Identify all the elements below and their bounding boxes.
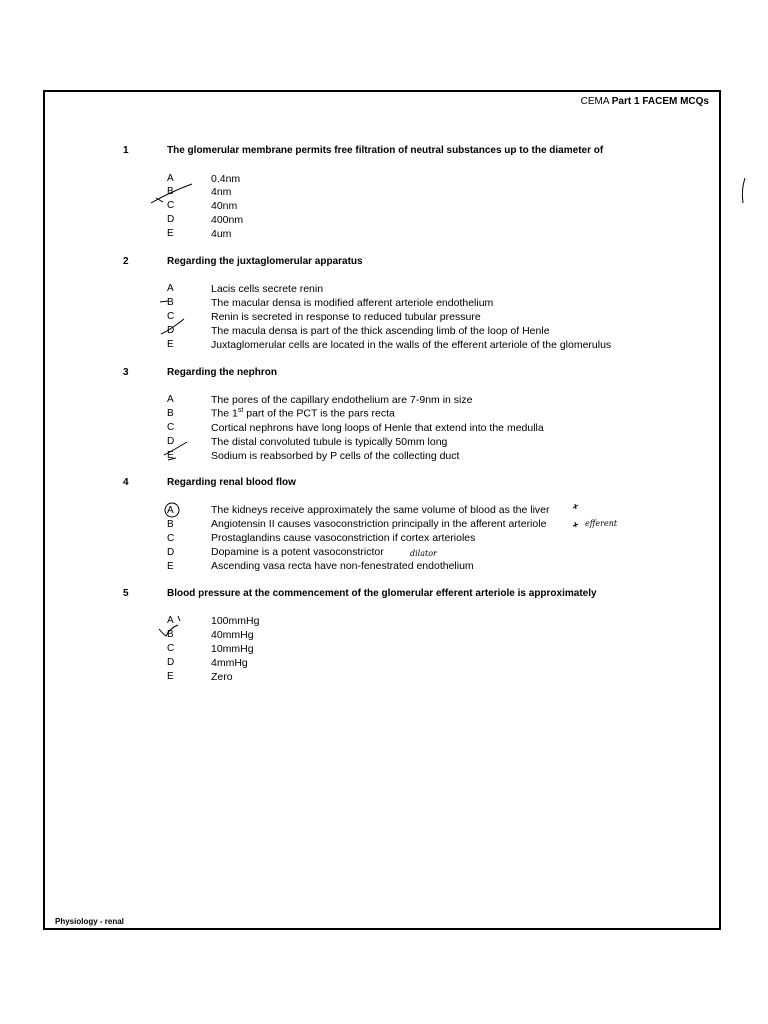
option-text: 40nm [211, 200, 238, 212]
option-text: Renin is secreted in response to reduced tubular pressure [211, 311, 481, 323]
question-stem: The glomerular membrane permits free filtration of neutral substances up to the diameter of [167, 145, 604, 156]
page-header [581, 96, 709, 107]
option-letter: D [167, 325, 175, 336]
option-text: Prostaglandins cause vasoconstriction if cortex arterioles [211, 532, 476, 544]
option-letter: D [167, 214, 175, 225]
option-text-post: part of the PCT is the pars recta [243, 407, 395, 420]
option-letter: B [167, 519, 174, 530]
option-letter: B [167, 629, 174, 640]
option-text: 400nm [211, 214, 244, 226]
option-letter: A [167, 505, 174, 516]
option-text: Cortical nephrons have long loops of Henle that extend into the medulla [211, 422, 544, 434]
option-letter: E [167, 671, 174, 682]
option-text: Dopamine is a potent vasoconstrictor [211, 546, 384, 558]
option-letter: D [167, 657, 175, 668]
option-text: 10mmHg [211, 643, 254, 655]
option-letter: B [167, 186, 174, 197]
header-prefix: CEMA [580, 96, 609, 107]
option-text: Juxtaglomerular cells are located in the walls of the efferent arteriole of the glomerulus [211, 339, 612, 351]
option-letter: B [167, 297, 174, 308]
option-text: 40mmHg [211, 629, 254, 641]
efferent-annotation: efferent [585, 519, 618, 528]
question-number: 4 [123, 477, 129, 488]
option-text: 100mmHg [211, 615, 260, 627]
option-text: Angiotensin II causes vasoconstriction principally in the afferent arteriole [211, 518, 547, 530]
option-letter: E [167, 561, 174, 572]
option-letter: A [167, 283, 174, 294]
option-letter: D [167, 436, 175, 447]
option-letter: E [167, 339, 174, 350]
ordinal-suffix: st [237, 407, 244, 414]
question-number: 1 [123, 145, 129, 156]
header-title: Part 1 FACEM MCQs [611, 96, 709, 107]
dilator-annotation: dilator [410, 549, 437, 558]
question-stem: Regarding the juxtaglomerular apparatus [167, 256, 363, 267]
option-text: Zero [211, 671, 233, 683]
option-letter: C [167, 643, 175, 654]
option-text: The kidneys receive approximately the same volume of blood as the liver [211, 504, 550, 516]
question-number: 2 [123, 256, 129, 267]
option-text: Sodium is reabsorbed by P cells of the collecting duct [211, 450, 460, 462]
option-letter: E [167, 450, 174, 461]
option-letter: D [167, 547, 175, 558]
footer-label: Physiology - renal [55, 917, 124, 926]
question-number: 5 [123, 588, 129, 599]
option-letter: A [167, 615, 174, 626]
option-text: The macular densa is modified afferent arteriole endothelium [211, 297, 494, 309]
question-number: 3 [123, 367, 129, 378]
option-letter: C [167, 311, 175, 322]
question-stem: Blood pressure at the commencement of the glomerular efferent arteriole is approximately [167, 588, 597, 599]
option-text: 4nm [211, 186, 232, 198]
option-text: 4mmHg [211, 657, 248, 669]
option-text: The macula densa is part of the thick ascending limb of the loop of Henle [211, 325, 550, 337]
option-letter: B [167, 408, 174, 419]
question-stem: Regarding renal blood flow [167, 477, 296, 488]
option-letter: C [167, 422, 175, 433]
option-text: 0.4nm [211, 173, 241, 185]
option-text: Lacis cells secrete renin [211, 283, 324, 295]
option-letter: E [167, 228, 174, 239]
option-text-pre: The 1 [211, 407, 238, 420]
question-stem: Regarding the nephron [167, 367, 277, 378]
margin-stroke [742, 178, 745, 203]
option-letter: C [167, 200, 175, 211]
option-letter: A [167, 173, 174, 184]
option-text [211, 407, 395, 420]
option-text: The distal convoluted tubule is typically 50mm long [211, 436, 448, 448]
option-letter: A [167, 394, 174, 405]
option-text: Ascending vasa recta have non-fenestrated endothelium [211, 560, 474, 572]
option-letter: C [167, 533, 175, 544]
option-text: The pores of the capillary endothelium are 7-9nm in size [211, 394, 473, 406]
option-text: 4um [211, 228, 232, 240]
